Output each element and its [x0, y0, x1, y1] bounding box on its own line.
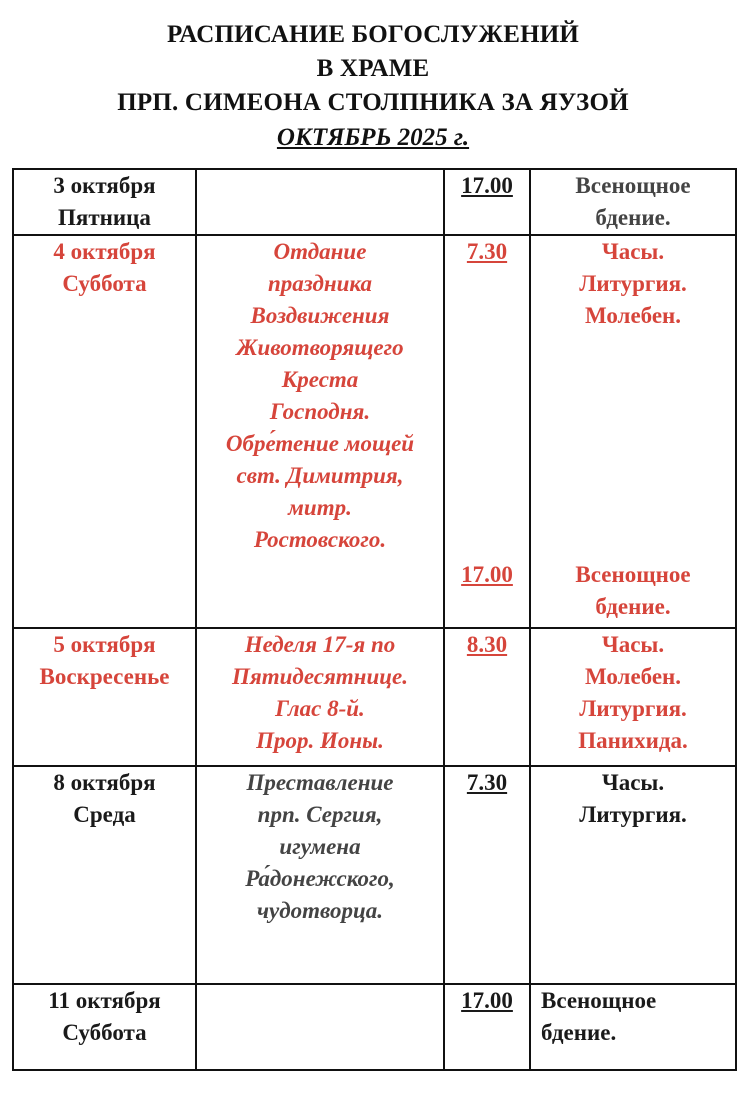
header-church-name: ПРП. СИМЕОНА СТОЛПНИКА ЗА ЯУЗОЙ: [117, 89, 629, 116]
time-cell: [444, 984, 530, 1070]
date-cell: [13, 169, 196, 235]
service-name: бдение.: [595, 205, 671, 230]
service-name: Всенощное: [541, 988, 657, 1013]
date-label: 11 октября: [48, 988, 161, 1013]
evening-services: [531, 559, 735, 623]
table-row: [13, 235, 736, 628]
time-cell: [444, 628, 530, 766]
time-cell: [444, 766, 530, 984]
date-cell: [13, 235, 196, 628]
schedule-table: [12, 168, 737, 1071]
service-name: Панихида.: [578, 728, 688, 753]
weekday-label: Среда: [73, 802, 136, 827]
date-label: 3 октября: [53, 173, 156, 198]
table-row: [13, 628, 736, 766]
service-time: 7.30: [466, 770, 508, 795]
service-name: Литургия.: [579, 271, 687, 296]
date-label: 5 октября: [53, 632, 156, 657]
date-cell: [13, 984, 196, 1070]
services-cell: [530, 628, 736, 766]
feast-cell: [196, 628, 444, 766]
feast-line: праздника: [267, 271, 373, 296]
services-cell: [530, 235, 736, 628]
service-name: Литургия.: [579, 802, 687, 827]
date-cell: [13, 766, 196, 984]
feast-line: Креста: [281, 367, 359, 392]
feast-line: Прор. Ионы.: [256, 728, 384, 753]
service-name: Часы.: [601, 770, 665, 795]
table-row: [13, 984, 736, 1070]
service-name: Литургия.: [579, 696, 687, 721]
feast-line: Ра́донежского,: [245, 866, 395, 891]
time-cell: [444, 235, 530, 628]
service-time: 7.30: [466, 239, 508, 264]
feast-line: Животворящего: [236, 335, 404, 360]
header-month: ОКТЯБРЬ 2025 г.: [276, 124, 470, 151]
services-cell: [530, 984, 736, 1070]
service-name: Часы.: [601, 239, 665, 264]
service-name: Молебен.: [584, 303, 682, 328]
feast-line: Преставление: [246, 770, 394, 795]
weekday-label: Пятница: [58, 205, 151, 230]
date-label: 4 октября: [53, 239, 156, 264]
header-subtitle: В ХРАМЕ: [316, 55, 430, 82]
services-cell: [530, 169, 736, 235]
header-title: РАСПИСАНИЕ БОГОСЛУЖЕНИЙ: [166, 21, 580, 48]
feast-line: Пятидесятнице.: [232, 664, 408, 689]
service-name: Молебен.: [584, 664, 682, 689]
feast-line: Неделя 17-я по: [244, 632, 396, 657]
feast-cell: [196, 235, 444, 628]
feast-line: чудотворца.: [256, 898, 384, 923]
feast-cell: [196, 766, 444, 984]
service-time: 8.30: [466, 632, 508, 657]
schedule-header: [0, 18, 746, 156]
feast-line: свт. Димитрия,: [236, 463, 404, 488]
service-time: 17.00: [461, 988, 513, 1013]
feast-line: игумена: [279, 834, 361, 859]
service-name: бдение.: [541, 1020, 617, 1045]
services-cell: [530, 766, 736, 984]
table-row: [13, 766, 736, 984]
weekday-label: Воскресенье: [39, 664, 170, 689]
feast-line: Господня.: [269, 399, 371, 424]
feast-line: Ростовского.: [253, 527, 387, 552]
service-name: Всенощное: [575, 562, 691, 587]
table-row: [13, 169, 736, 235]
time-cell: [444, 169, 530, 235]
service-time-evening: 17.00: [461, 562, 513, 587]
service-name: бдение.: [595, 594, 671, 619]
service-name: Всенощное: [575, 173, 691, 198]
service-name: Часы.: [601, 632, 665, 657]
weekday-label: Суббота: [62, 1020, 147, 1045]
feast-line: прп. Сергия,: [257, 802, 383, 827]
feast-line: митр.: [288, 495, 352, 520]
feast-cell: [196, 984, 444, 1070]
feast-line: Воздвижения: [250, 303, 390, 328]
date-cell: [13, 628, 196, 766]
feast-line: Глас 8-й.: [275, 696, 365, 721]
weekday-label: Суббота: [62, 271, 147, 296]
date-label: 8 октября: [53, 770, 156, 795]
feast-line: Обре́тение мощей: [225, 431, 415, 456]
service-time: 17.00: [461, 173, 513, 198]
feast-line: Отдание: [273, 239, 367, 264]
feast-cell: [196, 169, 444, 235]
